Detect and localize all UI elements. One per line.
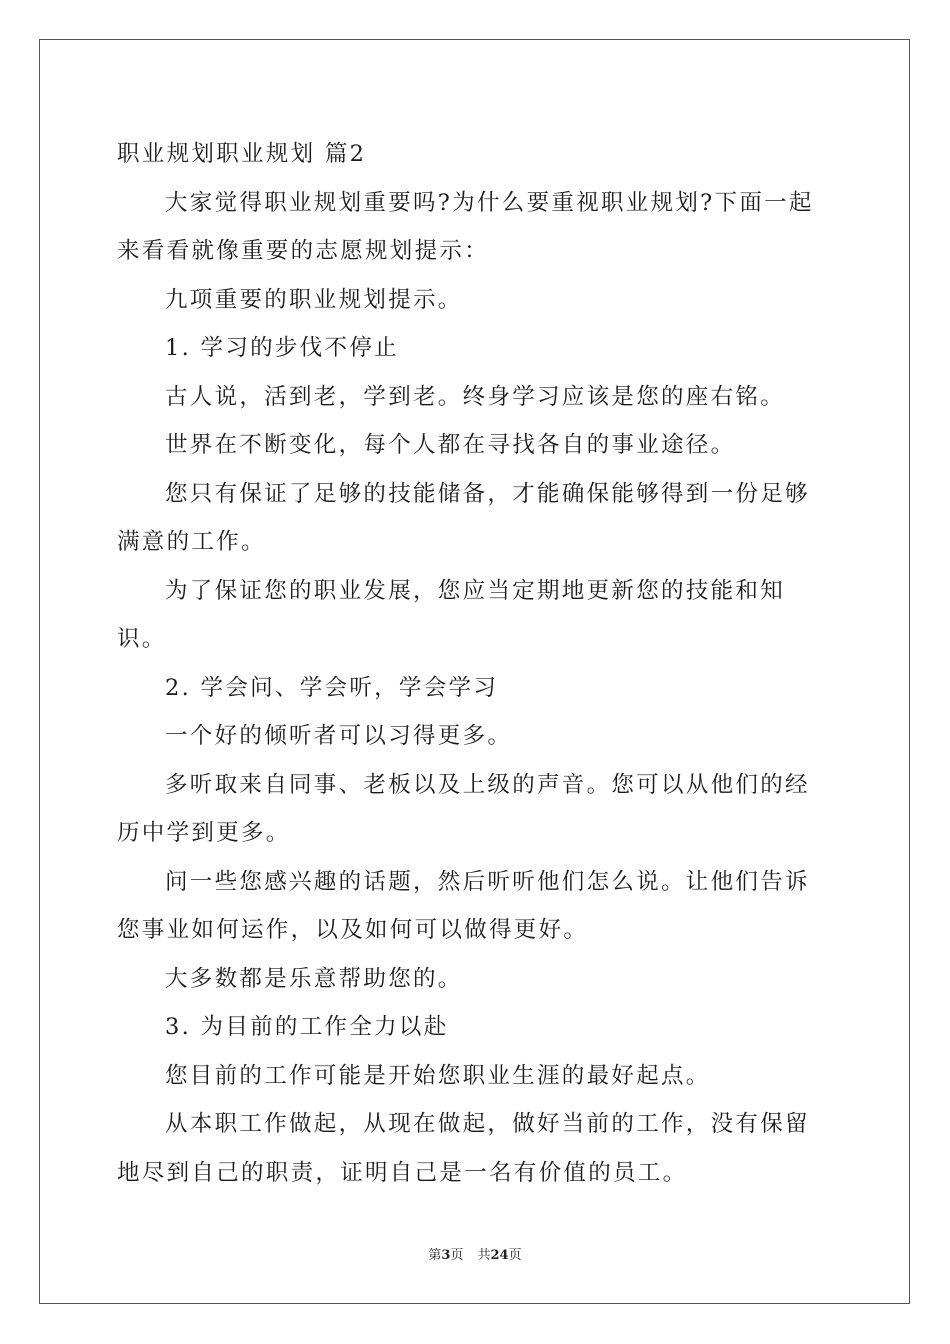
paragraph: 大家觉得职业规划重要吗?为什么要重视职业规划?下面一起来看看就像重要的志愿规划提示： [117,189,814,264]
paragraph: 问一些您感兴趣的话题，然后听听他们怎么说。让他们告诉您事业如何运作，以及如何可以做得更好。 [117,868,810,943]
paragraph: 从本职工作做起，从现在做起，做好当前的工作，没有保留地尽到自己的职责，证明自己是一名有价值的员工。 [117,1111,810,1186]
page-footer [0,1247,950,1265]
document-body [117,130,833,1197]
paragraph: 一个好的倾听者可以习得更多。 [165,723,513,749]
paragraph: 您目前的工作可能是开始您职业生涯的最好起点。 [165,1062,711,1089]
total-suffix: 页 [508,1248,522,1263]
page-prefix: 第 [428,1248,442,1263]
page-number: 3 [441,1248,451,1263]
section-heading: 1. 学习的步伐不停止 [165,335,399,361]
paragraph: 您只有保证了足够的技能储备，才能确保能够得到一份足够满意的工作。 [117,480,810,555]
document-title: 职业规划职业规划 篇2 [117,141,367,167]
paragraph: 世界在不断变化，每个人都在寻找各自的事业途径。 [165,432,736,458]
section-heading: 3. 为目前的工作全力以赴 [165,1014,449,1040]
section-heading: 2. 学会问、学会听，学会学习 [165,674,499,701]
total-pages: 24 [490,1248,509,1263]
paragraph: 为了保证您的职业发展，您应当定期地更新您的技能和知识。 [117,577,786,652]
total-prefix: 共 [477,1248,491,1263]
paragraph: 大多数都是乐意帮助您的。 [165,965,463,992]
paragraph: 多听取来自同事、老板以及上级的声音。您可以从他们的经历中学到更多。 [117,771,810,846]
page-suffix: 页 [450,1248,464,1263]
paragraph: 古人说，活到老，学到老。终身学习应该是您的座右铭。 [165,383,786,410]
paragraph: 九项重要的职业规划提示。 [165,286,463,313]
